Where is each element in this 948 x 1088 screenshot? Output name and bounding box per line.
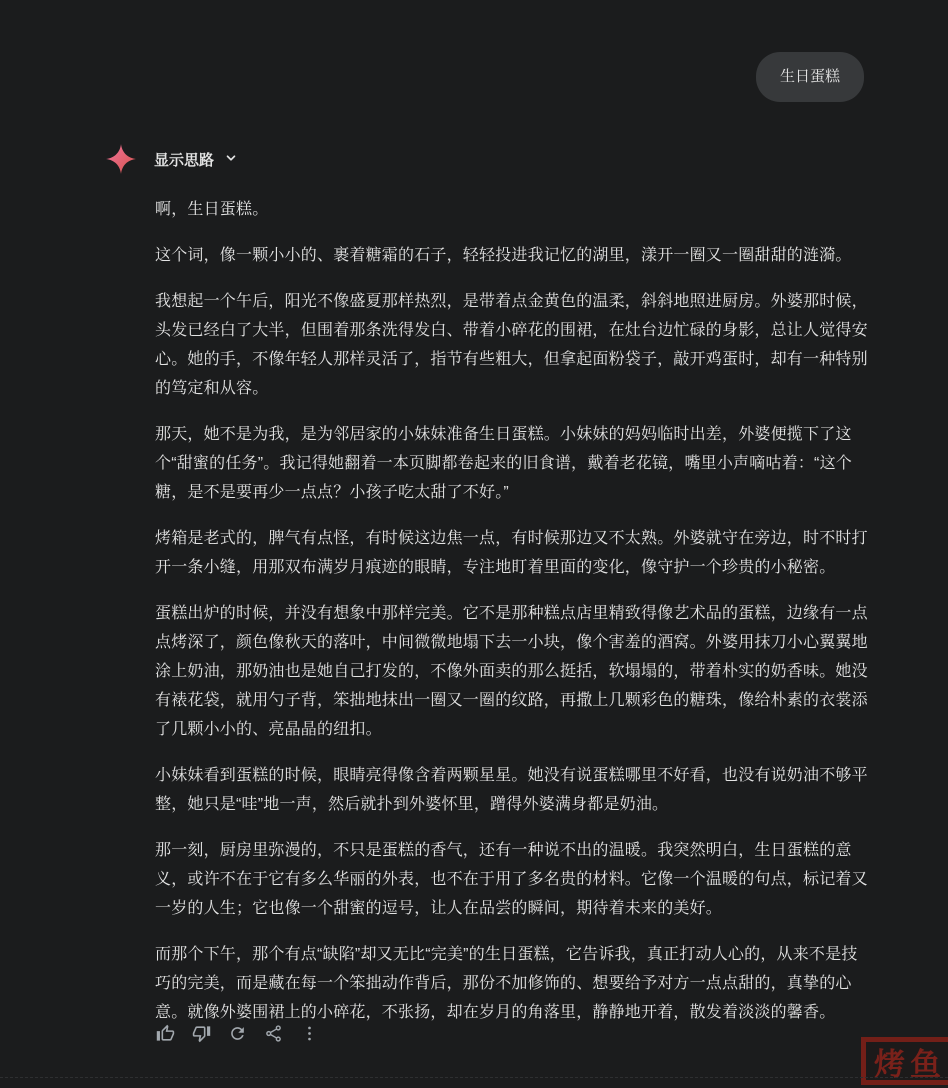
seal-watermark: 烤鱼 <box>861 1037 948 1085</box>
thumb-up-icon <box>156 1024 175 1043</box>
show-thoughts-toggle[interactable] <box>154 149 238 170</box>
assistant-response <box>155 195 869 1044</box>
thumb-down-icon <box>192 1024 211 1043</box>
chevron-down-icon <box>224 151 238 169</box>
response-paragraph: 我想起一个午后，阳光不像盛夏那样热烈，是带着点金黄色的温柔，斜斜地照进厨房。外婆那时候，头发已经白了大半，但围着那条洗得发白、带着小碎花的围裙，在灶台边忙碌的身影，总让人觉得安心。她的手，不像年轻人那样灵活了，指节有些粗大，但拿起面粉袋子，敲开鸡蛋时，却有一种特别的笃定和从容。 <box>155 293 868 397</box>
response-paragraph: 而那个下午，那个有点“缺陷”却又无比“完美”的生日蛋糕，它告诉我，真正打动人心的，从来不是技巧的完美，而是藏在每一个笨拙动作背后，那份不加修饰的、想要给予对方一点点甜的，真挚的心意。就像外婆围裙上的小碎花，不张扬，却在岁月的角落里，静静地开着，散发着淡淡的馨香。 <box>155 946 858 1021</box>
response-paragraph: 那一刻，厨房里弥漫的，不只是蛋糕的香气，还有一种说不出的温暖。我突然明白，生日蛋糕的意义，或许不在于它有多么华丽的外表，也不在于用了多名贵的材料。它像一个温暖的句点，标记着又一岁的人生；它也像一个甜蜜的逗号，让人在品尝的瞬间，期待着未来的美好。 <box>155 842 868 917</box>
response-paragraph: 蛋糕出炉的时候，并没有想象中那样完美。它不是那种糕点店里精致得像艺术品的蛋糕，边缘有一点点烤深了，颜色像秋天的落叶，中间微微地塌下去一小块，像个害羞的酒窝。外婆用抹刀小心翼翼地涂上奶油，那奶油也是她自己打发的，不像外面卖的那么挺括，软塌塌的，带着朴实的奶香味。她没有裱花袋，就用勺子背，笨拙地抹出一圈又一圈的纹路，再撒上几颗彩色的糖珠，像给朴素的衣裳添了几颗小小的、亮晶晶的纽扣。 <box>155 605 868 738</box>
thumb-down-button[interactable] <box>189 1021 213 1045</box>
regenerate-button[interactable] <box>225 1021 249 1045</box>
more-vert-icon <box>300 1024 319 1043</box>
response-paragraph: 那天，她不是为我，是为邻居家的小妹妹准备生日蛋糕。小妹妹的妈妈临时出差，外婆便揽下了这个“甜蜜的任务”。我记得她翻着一本页脚都卷起来的旧食谱，戴着老花镜，嘴里小声嘀咕着：“这个糖，是不是要再少一点点？小孩子吃太甜了不好。” <box>155 426 852 501</box>
response-paragraph: 这个词，像一颗小小的、裹着糖霜的石子，轻轻投进我记忆的湖里，漾开一圈又一圈甜甜的涟漪。 <box>155 247 852 264</box>
response-action-bar <box>153 1021 321 1045</box>
share-icon <box>264 1024 283 1043</box>
bottom-divider <box>0 1077 948 1078</box>
response-paragraph: 啊，生日蛋糕。 <box>155 201 269 218</box>
assistant-header <box>105 143 238 175</box>
gemini-sparkle-icon <box>105 143 137 175</box>
thumb-up-button[interactable] <box>153 1021 177 1045</box>
regenerate-icon <box>228 1024 247 1043</box>
response-paragraph: 烤箱是老式的，脾气有点怪，有时候这边焦一点，有时候那边又不太熟。外婆就守在旁边，时不时打开一条小缝，用那双布满岁月痕迹的眼睛，专注地盯着里面的变化，像守护一个珍贵的小秘密。 <box>155 530 868 576</box>
response-paragraph: 小妹妹看到蛋糕的时候，眼睛亮得像含着两颗星星。她没有说蛋糕哪里不好看，也没有说奶油不够平整，她只是“哇”地一声，然后就扑到外婆怀里，蹭得外婆满身都是奶油。 <box>155 767 868 813</box>
user-message-bubble: 生日蛋糕 <box>756 52 864 102</box>
user-message-row <box>756 52 864 102</box>
more-options-button[interactable] <box>297 1021 321 1045</box>
share-button[interactable] <box>261 1021 285 1045</box>
show-thoughts-label: 显示思路 <box>154 151 215 169</box>
